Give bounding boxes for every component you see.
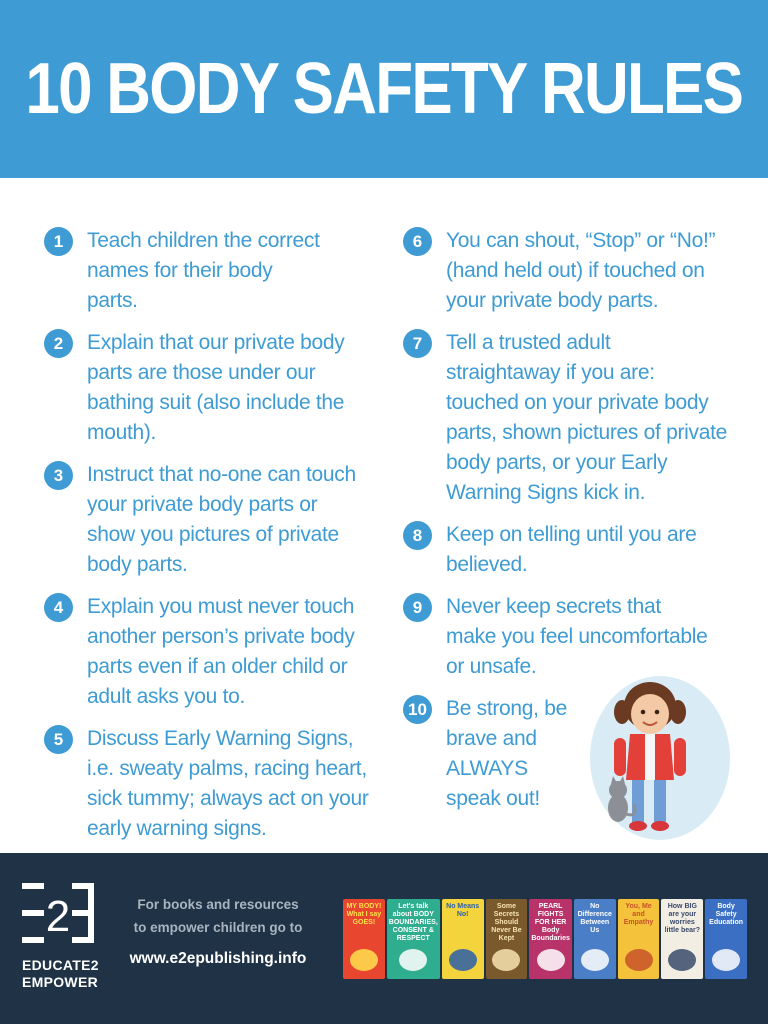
rule-number-badge: 7 bbox=[403, 329, 432, 358]
book-cover-art bbox=[581, 949, 609, 971]
rule-item-3 bbox=[44, 460, 374, 580]
rule-number-badge: 1 bbox=[44, 227, 73, 256]
rule-item-4 bbox=[44, 592, 374, 712]
rule-item-5 bbox=[44, 724, 374, 844]
book-title: MY BODY! What I say GOES! bbox=[346, 903, 382, 926]
rule-item-1 bbox=[44, 226, 374, 316]
book-cover[interactable] bbox=[442, 899, 484, 979]
educate2empower-logo bbox=[22, 883, 100, 991]
book-cover[interactable] bbox=[618, 899, 660, 979]
logo-line-1: EDUCATE2 bbox=[22, 957, 99, 973]
book-title: Some Secrets Should Never Be Kept bbox=[491, 903, 522, 942]
book-title: You, Me and Empathy bbox=[623, 903, 654, 926]
rule-text: Discuss Early Warning Signs, i.e. sweaty palms, racing heart, sick tummy; always act on your early warning signs. bbox=[87, 727, 369, 840]
book-cover-art bbox=[712, 949, 740, 971]
book-cover[interactable] bbox=[574, 899, 616, 979]
rule-text: Explain you must never touch another person’s private body parts even if an older child or adult asks you to. bbox=[87, 595, 355, 708]
book-cover-art bbox=[668, 949, 696, 971]
book-cover[interactable] bbox=[343, 899, 385, 979]
rule-number-badge: 9 bbox=[403, 593, 432, 622]
book-cover-art bbox=[625, 949, 653, 971]
rule-item-8 bbox=[403, 520, 733, 580]
promo-text bbox=[128, 893, 308, 970]
rule-text: Tell a trusted adult straightaway if you are: touched on your private body parts, shown pictures of private body parts, or your Early Warning Signs kick in. bbox=[446, 331, 728, 504]
book-cover[interactable] bbox=[486, 899, 528, 979]
rule-text: Keep on telling until you are believed. bbox=[446, 523, 697, 576]
logo-line-2: EMPOWER bbox=[22, 974, 98, 990]
rule-text: You can shout, “Stop” or “No!” (hand held out) if touched on your private body parts. bbox=[446, 229, 716, 312]
rule-item-2 bbox=[44, 328, 374, 448]
book-cover-art bbox=[492, 949, 520, 971]
book-title: No Means No! bbox=[446, 903, 480, 918]
rule-text: Teach children the correct names for their body parts. bbox=[87, 229, 320, 312]
rule-item-6 bbox=[403, 226, 733, 316]
book-title: How BIG are your worries little bear? bbox=[664, 903, 701, 934]
girl-with-cat-illustration bbox=[588, 668, 738, 843]
book-cover-art bbox=[449, 949, 477, 971]
rule-number-badge: 2 bbox=[44, 329, 73, 358]
rule-text: Be strong, be brave and ALWAYS speak out! bbox=[446, 697, 568, 810]
footer bbox=[0, 853, 768, 1024]
book-cover-art bbox=[399, 949, 427, 971]
rule-number-badge: 3 bbox=[44, 461, 73, 490]
book-cover-art bbox=[537, 949, 565, 971]
promo-line-1: For books and resources bbox=[137, 897, 299, 912]
rule-number-badge: 5 bbox=[44, 725, 73, 754]
page-title: 10 BODY SAFETY RULES bbox=[25, 49, 743, 129]
rule-text: Instruct that no-one can touch your private body parts or show you pictures of private body parts. bbox=[87, 463, 356, 576]
rule-item-7 bbox=[403, 328, 733, 508]
book-title: Let's talk about BODY BOUNDARIES, CONSENT & RESPECT bbox=[388, 903, 438, 942]
book-covers-strip bbox=[343, 899, 747, 979]
website-link[interactable]: www.e2epublishing.info bbox=[129, 950, 307, 967]
svg-text:2: 2 bbox=[45, 892, 71, 941]
rule-number-badge: 4 bbox=[44, 593, 73, 622]
promo-line-2: to empower children go to bbox=[133, 920, 303, 935]
rule-number-badge: 10 bbox=[403, 695, 432, 724]
rule-text: Explain that our private body parts are those under our bathing suit (also include the mouth). bbox=[87, 331, 345, 444]
rules-column-left bbox=[44, 226, 374, 856]
rule-number-badge: 8 bbox=[403, 521, 432, 550]
book-title: Body Safety Education bbox=[709, 903, 744, 926]
rule-number-badge: 6 bbox=[403, 227, 432, 256]
book-cover[interactable] bbox=[705, 899, 747, 979]
book-cover[interactable] bbox=[661, 899, 703, 979]
header-banner bbox=[0, 0, 768, 178]
e2e-logo-mark bbox=[22, 883, 94, 943]
rule-text: Never keep secrets that make you feel uncomfortable or unsafe. bbox=[446, 595, 708, 678]
logo-wordmark bbox=[22, 957, 100, 991]
book-cover[interactable] bbox=[387, 899, 440, 979]
book-title: No Difference Between Us bbox=[577, 903, 612, 934]
book-cover-art bbox=[350, 949, 378, 971]
book-title: PEARL FIGHTS FOR HER Body Boundaries bbox=[531, 903, 570, 942]
book-cover[interactable] bbox=[529, 899, 572, 979]
